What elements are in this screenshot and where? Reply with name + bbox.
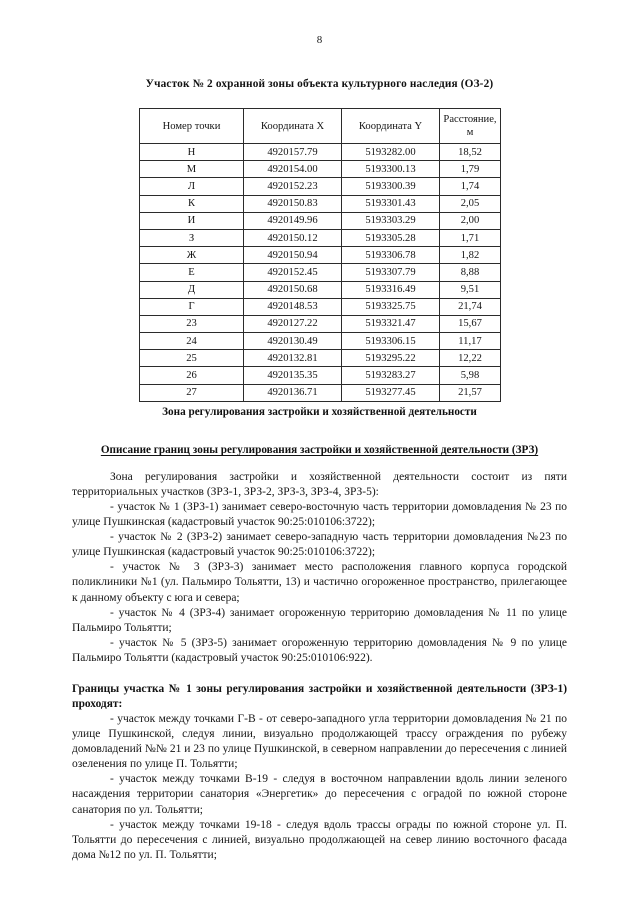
borders-list — [72, 712, 567, 863]
table-row — [140, 264, 501, 281]
cell-coord-x: 4920136.71 — [244, 384, 342, 401]
cell-distance: 2,05 — [440, 195, 501, 212]
coordinates-table — [139, 108, 501, 402]
header-distance-unit: м — [466, 127, 474, 138]
cell-coord-x: 4920150.94 — [244, 247, 342, 264]
section-heading-borders — [72, 682, 567, 712]
cell-distance: 15,67 — [440, 315, 501, 332]
cell-distance: 1,79 — [440, 161, 501, 178]
header-coord-x: Координата X — [244, 109, 342, 144]
plot-list — [72, 500, 567, 666]
table-title: Участок № 2 охранной зоны объекта культурного наследия (ОЗ-2) — [145, 78, 494, 90]
cell-coord-y: 5193283.27 — [342, 367, 440, 384]
paragraph-intro — [72, 470, 567, 500]
cell-point: Л — [140, 178, 244, 195]
table-header-row — [140, 109, 501, 144]
cell-coord-y: 5193306.15 — [342, 333, 440, 350]
section-heading-borders-text: Границы участка № 1 зоны регулирования застройки и хозяйственной деятельности (ЗРЗ-1) проходят: — [72, 683, 567, 711]
list-item: - участок между точками 19-18 - следуя вдоль трассы ограды по южной стороне ул. П. Тольятти до пересечения с линией, визуально продолжающей на север линию восточного фасада дома №12 по ул. П. Тольятти; — [72, 818, 567, 861]
cell-distance: 21,57 — [440, 384, 501, 401]
cell-coord-x: 4920150.12 — [244, 229, 342, 246]
cell-distance: 1,74 — [440, 178, 501, 195]
cell-coord-y: 5193316.49 — [342, 281, 440, 298]
cell-coord-x: 4920130.49 — [244, 333, 342, 350]
cell-distance: 11,17 — [440, 333, 501, 350]
cell-coord-x: 4920148.53 — [244, 298, 342, 315]
cell-distance: 8,88 — [440, 264, 501, 281]
list-item: - участок № 4 (ЗРЗ-4) занимает огороженную территорию домовладения № 11 по улице Пальмиро Тольятти; — [72, 606, 567, 634]
table-row — [140, 350, 501, 367]
header-coord-y: Координата Y — [342, 109, 440, 144]
list-item: - участок № 3 (ЗРЗ-3) занимает место расположения главного корпуса городской поликлиники №1 (ул. Пальмиро Тольятти, 13) и частично огороженное пространство, прилегающее к данному объекту с юга и севера; — [72, 561, 567, 604]
cell-coord-x: 4920127.22 — [244, 315, 342, 332]
cell-coord-y: 5193300.39 — [342, 178, 440, 195]
cell-distance: 9,51 — [440, 281, 501, 298]
cell-distance: 18,52 — [440, 144, 501, 161]
cell-coord-x: 4920150.68 — [244, 281, 342, 298]
cell-distance: 1,71 — [440, 229, 501, 246]
section-heading-description: Описание границ зоны регулирования застройки и хозяйственной деятельности (ЗРЗ) — [100, 444, 539, 456]
header-distance-label: Расстояние, — [443, 114, 497, 125]
cell-distance: 1,82 — [440, 247, 501, 264]
table-row — [140, 229, 501, 246]
cell-distance: 2,00 — [440, 212, 501, 229]
table-row — [140, 298, 501, 315]
cell-point: Н — [140, 144, 244, 161]
cell-point: К — [140, 195, 244, 212]
list-item: - участок № 5 (ЗРЗ-5) занимает огороженную территорию домовладения № 9 по улице Пальмиро Тольятти (кадастровый участок 90:25:010106:922). — [72, 636, 567, 664]
cell-point: М — [140, 161, 244, 178]
cell-point: 24 — [140, 333, 244, 350]
cell-coord-y: 5193325.75 — [342, 298, 440, 315]
cell-coord-y: 5193301.43 — [342, 195, 440, 212]
cell-coord-x: 4920132.81 — [244, 350, 342, 367]
cell-point: Ж — [140, 247, 244, 264]
cell-coord-x: 4920152.23 — [244, 178, 342, 195]
table-row — [140, 144, 501, 161]
cell-coord-y: 5193303.29 — [342, 212, 440, 229]
cell-coord-y: 5193306.78 — [342, 247, 440, 264]
cell-point: 27 — [140, 384, 244, 401]
table-row — [140, 367, 501, 384]
cell-point: Е — [140, 264, 244, 281]
table-row — [140, 178, 501, 195]
cell-point: 26 — [140, 367, 244, 384]
coordinates-table-container — [139, 108, 500, 402]
cell-coord-y: 5193277.45 — [342, 384, 440, 401]
cell-coord-x: 4920149.96 — [244, 212, 342, 229]
cell-distance: 21,74 — [440, 298, 501, 315]
cell-point: 23 — [140, 315, 244, 332]
table-row — [140, 161, 501, 178]
list-item: - участок между точками В-19 - следуя в восточном направлении вдоль линии зеленого насаждения территории санатория «Энергетик» до пересечения с оградой по южной стороне санатория по ул. Тольятти; — [72, 773, 567, 816]
cell-distance: 5,98 — [440, 367, 501, 384]
table-row — [140, 195, 501, 212]
cell-point: Д — [140, 281, 244, 298]
cell-distance: 12,22 — [440, 350, 501, 367]
cell-coord-y: 5193305.28 — [342, 229, 440, 246]
cell-coord-y: 5193300.13 — [342, 161, 440, 178]
table-row — [140, 281, 501, 298]
section-heading-zone: Зона регулирования застройки и хозяйственной деятельности — [162, 406, 477, 418]
page-number: 8 — [316, 34, 323, 46]
table-row — [140, 315, 501, 332]
header-distance — [440, 109, 501, 144]
table-row — [140, 384, 501, 401]
cell-coord-x: 4920152.45 — [244, 264, 342, 281]
cell-point: 25 — [140, 350, 244, 367]
cell-coord-x: 4920154.00 — [244, 161, 342, 178]
cell-coord-x: 4920135.35 — [244, 367, 342, 384]
cell-coord-x: 4920157.79 — [244, 144, 342, 161]
cell-coord-y: 5193307.79 — [342, 264, 440, 281]
cell-coord-y: 5193295.22 — [342, 350, 440, 367]
cell-point: З — [140, 229, 244, 246]
cell-coord-y: 5193321.47 — [342, 315, 440, 332]
table-row — [140, 333, 501, 350]
coordinates-table-body — [140, 144, 501, 402]
cell-point: Г — [140, 298, 244, 315]
list-item: - участок № 2 (ЗРЗ-2) занимает северо-западную часть территории домовладения №23 по улице Пушкинская (кадастровый участок 90:25:010106:3722); — [72, 531, 567, 559]
list-item: - участок № 1 (ЗРЗ-1) занимает северо-восточную часть территории домовладения № 23 по улице Пушкинская (кадастровый участок 90:25:010106:3722); — [72, 501, 567, 529]
table-row — [140, 212, 501, 229]
cell-point: И — [140, 212, 244, 229]
list-item: - участок между точками Г-В - от северо-западного угла территории домовладения № 21 по улице Пушкинской, следуя линии, визуально продолжающей трассу ограждения по рубежу домовладений №№ 21 и 23 по улице Пушкинской, в северном направлении до пересечения с линией озеленения по улице П. Тольятти; — [72, 713, 567, 771]
paragraph-text: Зона регулирования застройки и хозяйственной деятельности состоит из пяти территориальных участков (ЗРЗ-1, ЗРЗ-2, ЗРЗ-3, ЗРЗ-4, ЗРЗ-5): — [72, 471, 567, 499]
cell-coord-x: 4920150.83 — [244, 195, 342, 212]
table-row — [140, 247, 501, 264]
cell-coord-y: 5193282.00 — [342, 144, 440, 161]
header-point: Номер точки — [140, 109, 244, 144]
